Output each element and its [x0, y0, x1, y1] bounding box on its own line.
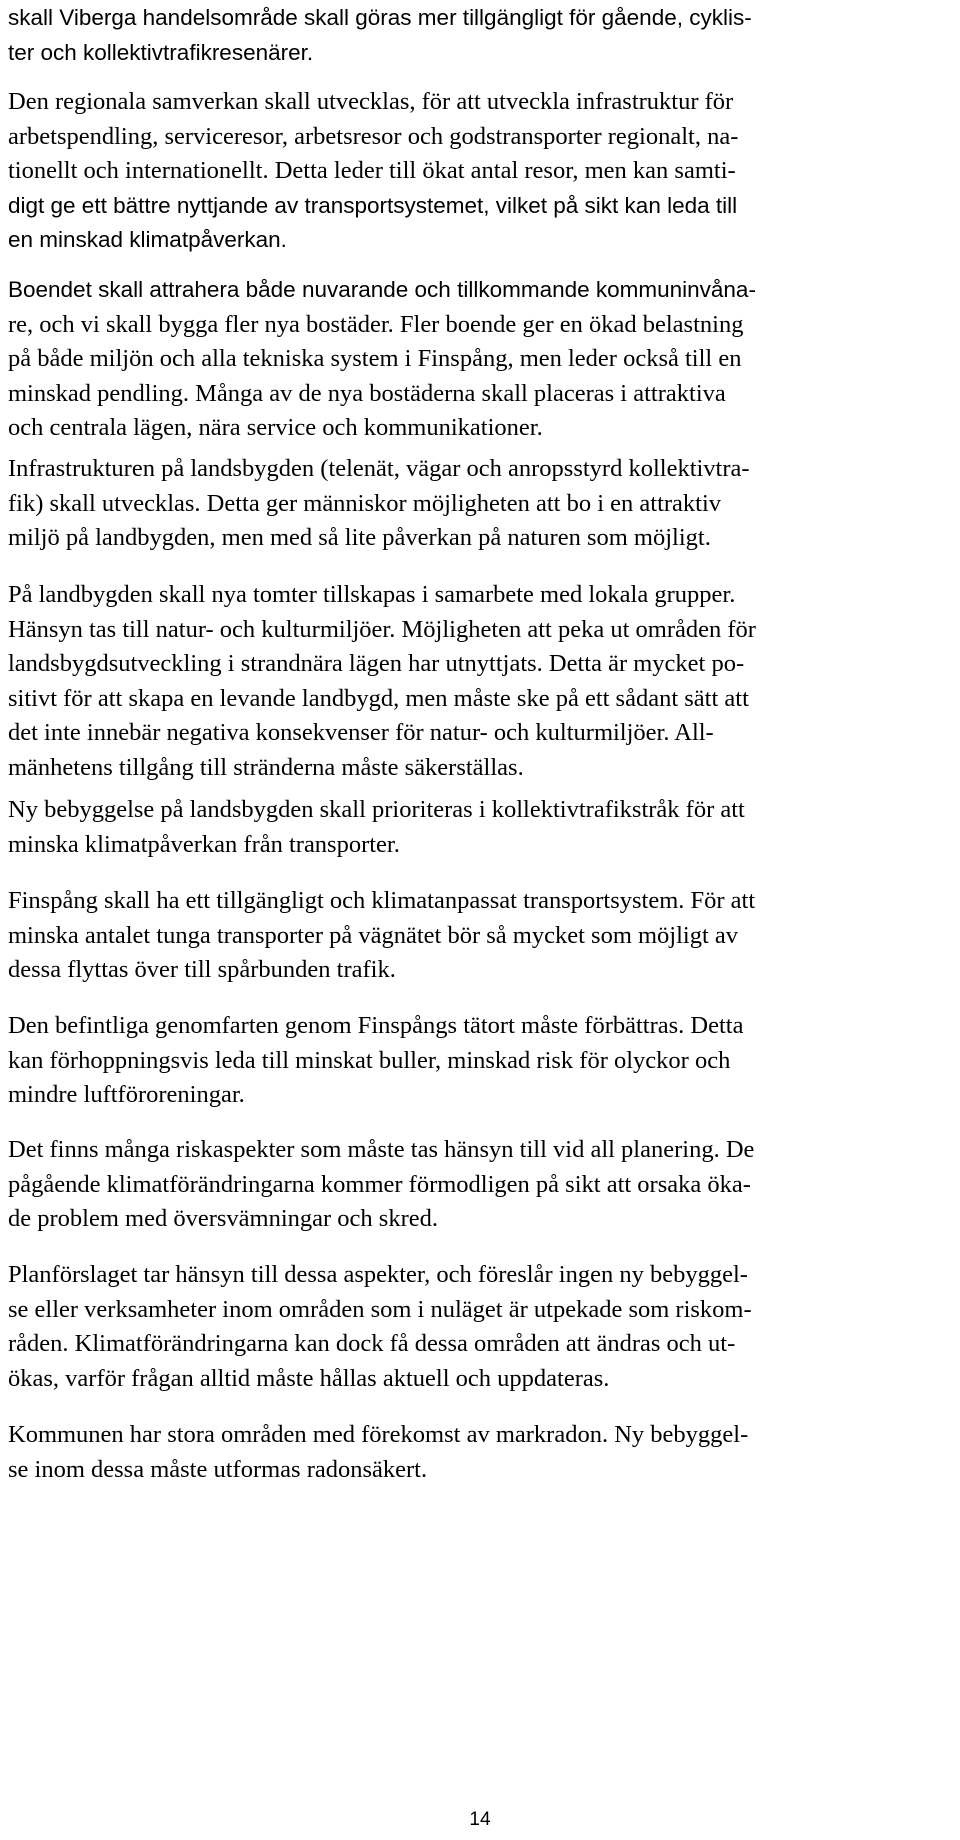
text-line: minska antalet tunga transporter på vägnätet bör så mycket som möjligt av — [8, 921, 739, 949]
text-line: Finspång skall ha ett tillgängligt och klimatanpassat transportsystem. För att — [8, 887, 756, 914]
paragraph-transport-system — [8, 884, 938, 988]
paragraph-rural-infrastructure — [8, 452, 938, 556]
text-line: dessa flyttas över till spårbunden trafik. — [8, 956, 396, 984]
text-line: digt ge ett bättre nyttjande av transportsystemet, vilket på sikt kan leda till — [8, 192, 738, 218]
text-line: råden. Klimatförändringarna kan dock få dessa områden att ändras och ut- — [8, 1330, 736, 1358]
text-line: se eller verksamheter inom områden som i nuläget är utpekade som riskom- — [8, 1295, 752, 1323]
text-line: tionellt och internationellt. Detta leder till ökat antal resor, men kan samti- — [8, 157, 736, 185]
text-line: Hänsyn tas till natur- och kulturmiljöer. Möjligheten att peka ut områden för — [8, 615, 756, 643]
paragraph-new-construction — [8, 793, 938, 862]
text-line: på både miljön och alla tekniska system i Finspång, men leder också till en — [8, 345, 742, 373]
text-line: pågående klimatförändringarna kommer förmodligen på sikt att orsaka öka- — [8, 1170, 751, 1198]
text-line: Planförslaget tar hänsyn till dessa aspekter, och föreslår ingen ny bebyggel- — [8, 1261, 748, 1288]
text-line: de problem med översvämningar och skred. — [8, 1205, 438, 1233]
text-line: miljö på landbygden, men med så lite påverkan på naturen som möjligt. — [8, 524, 711, 552]
paragraph-thoroughfare — [8, 1009, 938, 1113]
text-line: Kommunen har stora områden med förekomst av markradon. Ny bebyggel- — [8, 1421, 749, 1448]
text-line: mindre luftföroreningar. — [8, 1081, 245, 1109]
paragraph-plan-proposal — [8, 1258, 938, 1396]
paragraph-housing — [8, 273, 938, 446]
paragraph-viberga — [8, 1, 938, 70]
text-line: Den befintliga genomfarten genom Finspångs tätort måste förbättras. Detta — [8, 1012, 744, 1039]
text-line: Ny bebyggelse på landsbygden skall prioriteras i kollektivtrafikstråk för att — [8, 796, 745, 823]
text-line: minska klimatpåverkan från transporter. — [8, 830, 400, 858]
text-line: och centrala lägen, nära service och kommunikationer. — [8, 414, 543, 442]
text-line: mänhetens tillgång till stränderna måste säkerställas. — [8, 753, 524, 781]
text-line: en minskad klimatpåverkan. — [8, 227, 287, 253]
paragraph-regional-cooperation — [8, 85, 938, 258]
text-line: kan förhoppningsvis leda till minskat buller, minskad risk för olyckor och — [8, 1046, 731, 1074]
text-line: Det finns många riskaspekter som måste tas hänsyn till vid all planering. De — [8, 1136, 755, 1163]
text-line: sitivt för att skapa en levande landbygd, men måste ske på ett sådant sätt att — [8, 684, 749, 712]
paragraph-rural-plots — [8, 578, 938, 786]
text-line: minskad pendling. Många av de nya bostäderna skall placeras i attraktiva — [8, 379, 726, 407]
text-line: Boendet skall attrahera både nuvarande och tillkommande kommuninvåna- — [8, 277, 756, 302]
text-line: landsbygdsutveckling i strandnära lägen har utnyttjats. Detta är mycket po- — [8, 650, 745, 678]
page-number: 14 — [469, 1809, 491, 1830]
text-line: Infrastrukturen på landsbygden (telenät, vägar och anropsstyrd kollektivtra- — [8, 455, 750, 482]
paragraph-risk-aspects — [8, 1133, 938, 1237]
paragraph-radon — [8, 1418, 938, 1487]
text-line: re, och vi skall bygga fler nya bostäder. Fler boende ger en ökad belastning — [8, 310, 744, 338]
text-line: arbetspendling, serviceresor, arbetsresor och godstransporter regionalt, na- — [8, 122, 739, 150]
text-line: se inom dessa måste utformas radonsäkert. — [8, 1455, 428, 1483]
text-line: det inte innebär negativa konsekvenser för natur- och kulturmiljöer. All- — [8, 719, 714, 747]
text-line: Den regionala samverkan skall utvecklas, för att utveckla infrastruktur för — [8, 88, 734, 115]
text-line: skall Viberga handelsområde skall göras mer tillgängligt för gående, cyklis- — [8, 5, 752, 30]
text-line: ökas, varför frågan alltid måste hållas aktuell och uppdateras. — [8, 1364, 610, 1392]
text-line: På landbygden skall nya tomter tillskapas i samarbete med lokala grupper. — [8, 581, 736, 608]
text-line: ter och kollektivtrafikresenärer. — [8, 39, 314, 65]
text-line: fik) skall utvecklas. Detta ger människor möjligheten att bo i en attraktiv — [8, 489, 722, 517]
